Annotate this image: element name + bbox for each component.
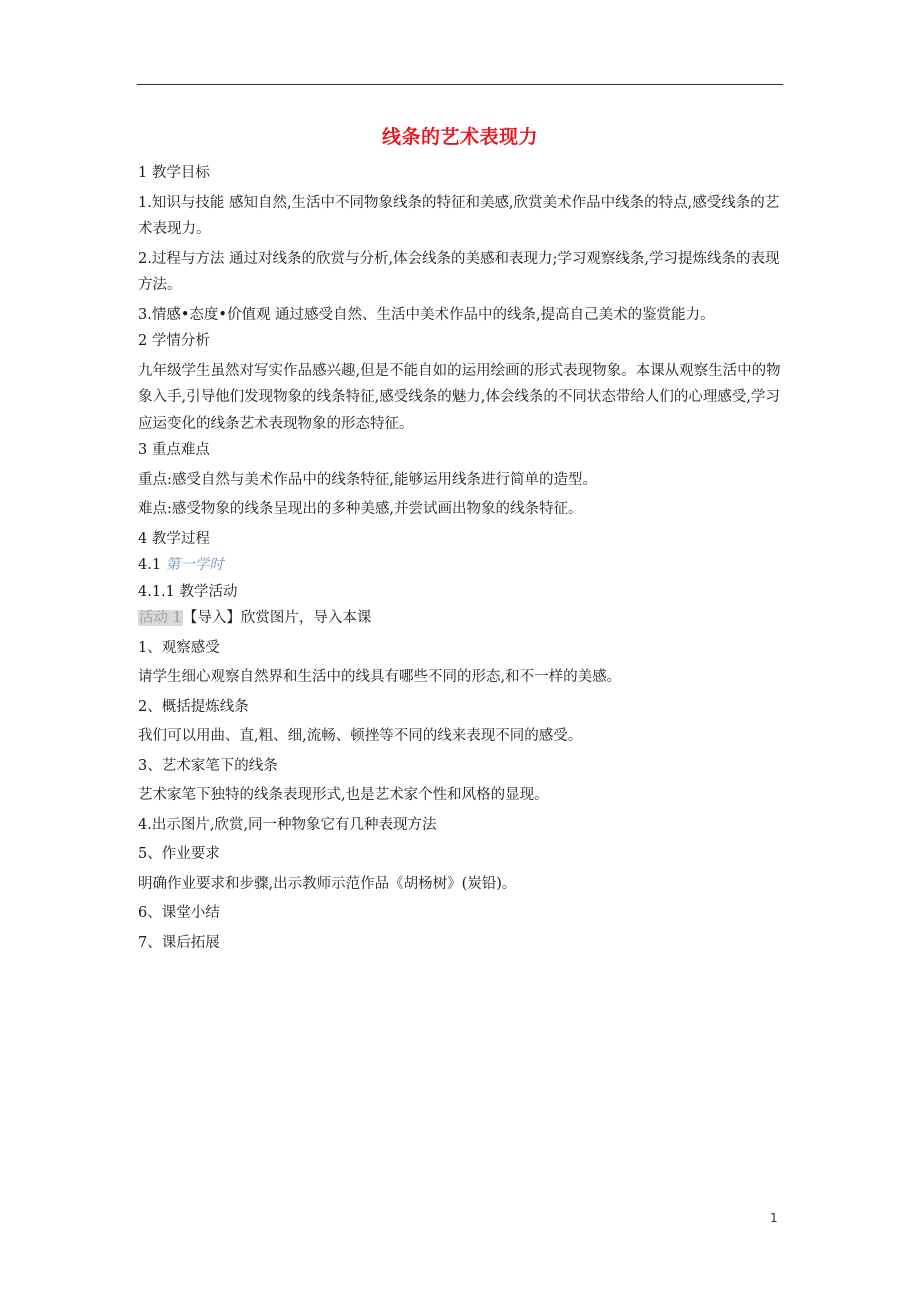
item-heading: 4.出示图片,欣赏,同一种物象它有几种表现方法	[138, 816, 437, 833]
goal-process: 2.过程与方法 通过对线条的欣赏与分析,体会线条的美感和表现力;学习观察线条,学习提炼线条的表现方法。	[138, 250, 780, 293]
document-body	[138, 160, 784, 956]
first-lesson-link[interactable]: 第一学时	[165, 557, 224, 573]
subsection-activities: 4.1.1 教学活动	[138, 583, 238, 600]
section-heading-goals: 1 教学目标	[138, 165, 210, 181]
key-point: 重点:感受自然与美术作品中的线条特征,能够运用线条进行简单的造型。	[138, 471, 597, 488]
subsection-number: 4.1	[138, 557, 166, 573]
header-rule	[137, 84, 783, 85]
item-heading: 7、课后拓展	[138, 934, 220, 951]
item-heading: 5、作业要求	[138, 846, 220, 862]
page-number: 1	[770, 1211, 778, 1225]
document-title: 线条的艺术表现力	[381, 126, 538, 148]
item-heading: 6、课堂小结	[138, 905, 220, 921]
item-heading: 2、概括提炼线条	[138, 698, 249, 715]
item-text: 明确作业要求和步骤,出示教师示范作品《胡杨树》(炭铅)。	[138, 875, 517, 892]
item-text: 艺术家笔下独特的线条表现形式,也是艺术家个性和风格的显现。	[138, 787, 549, 803]
activity-line	[138, 605, 784, 632]
section-heading-keypoints: 3 重点难点	[138, 442, 210, 458]
item-text: 我们可以用曲、直,粗、细,流畅、顿挫等不同的线来表现不同的感受。	[138, 728, 583, 744]
goal-knowledge: 1.知识与技能 感知自然,生活中不同物象线条的特征和美感,欣赏美术作品中线条的特点,感受线条的艺术表现力。	[138, 194, 780, 237]
item-text: 请学生细心观察自然界和生活中的线具有哪些不同的形态,和不一样的美感。	[138, 669, 622, 685]
item-heading: 1、观察感受	[138, 639, 220, 656]
analysis-paragraph: 九年级学生虽然对写实作品感兴趣,但是不能自如的运用绘画的形式表现物象。本课从观察生活中的物象入手,引导他们发现物象的线条特征,感受线条的魅力,体会线条的不同状态带给人们的心理感受,学习应运变化的线条艺术表现物象的形态特征。	[138, 362, 781, 432]
goal-emotion: 3.情感•态度•价值观 通过感受自然、生活中美术作品中的线条,提高自己美术的鉴赏能力。	[138, 306, 715, 323]
section-heading-analysis: 2 学情分析	[138, 333, 210, 349]
subsection-first-lesson	[138, 552, 784, 579]
item-heading: 3、艺术家笔下的线条	[138, 757, 278, 774]
activity-text: 【导入】欣赏图片，导入本课	[182, 610, 372, 626]
activity-tag: 活动 1	[139, 610, 182, 626]
section-heading-process: 4 教学过程	[138, 530, 210, 547]
difficult-point: 难点:感受物象的线条呈现出的多种美感,并尝试画出物象的线条特征。	[138, 501, 583, 517]
